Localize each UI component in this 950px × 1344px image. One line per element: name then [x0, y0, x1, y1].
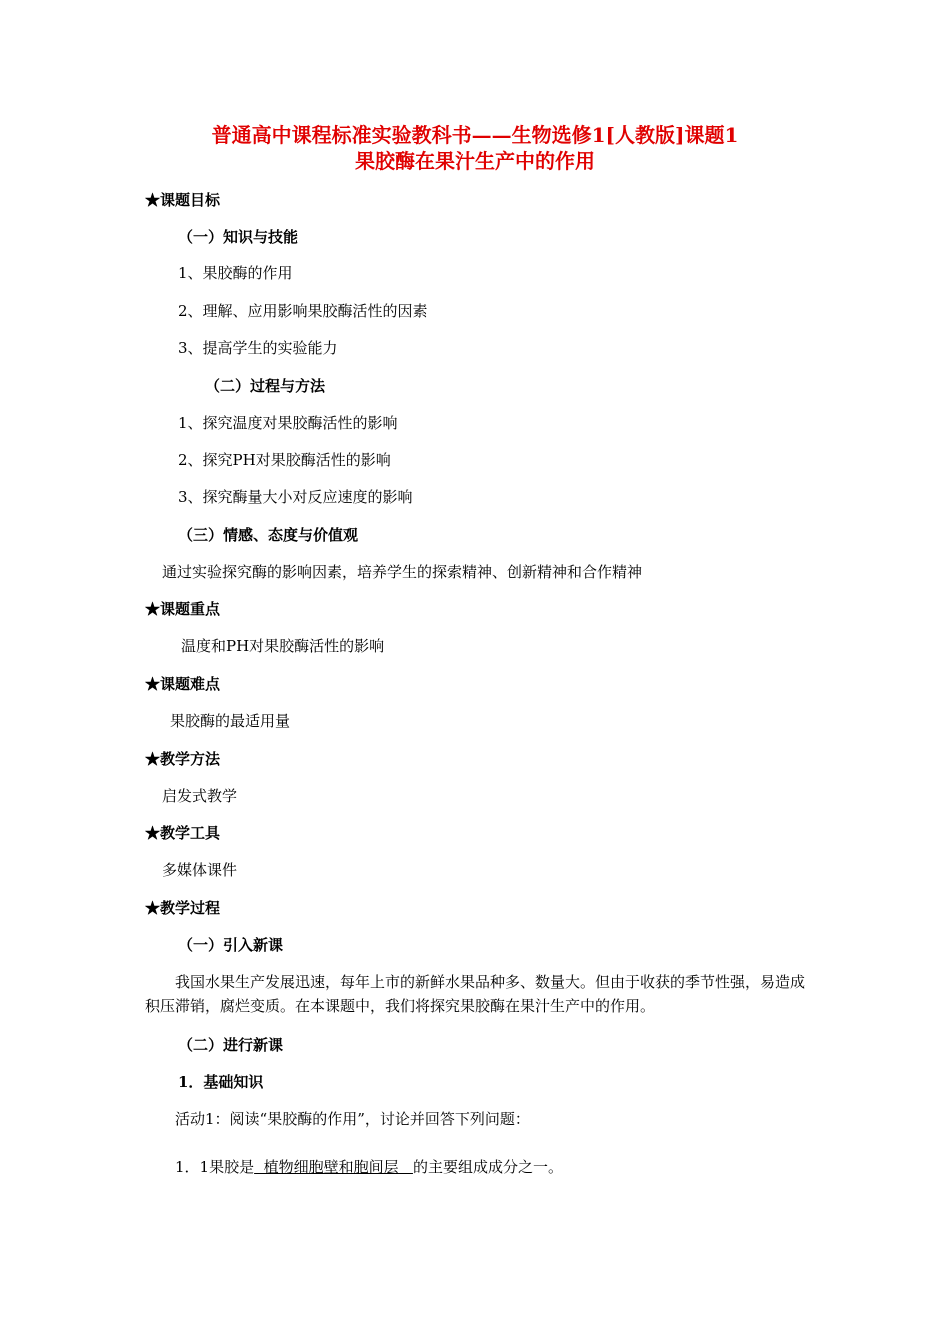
- tools-text: 多媒体课件: [162, 861, 238, 879]
- emotion-heading: （三）情感、态度与价值观: [178, 526, 359, 544]
- goals-heading: ★课题目标: [145, 191, 221, 209]
- question-1-prefix: 1．1果胶是: [175, 1158, 255, 1176]
- tools-heading: ★教学工具: [145, 824, 221, 842]
- process-item-1: 1、探究温度对果胶酶活性的影响: [178, 414, 398, 432]
- intro-heading: （一）引入新课: [178, 936, 284, 954]
- difficulty-heading: ★课题难点: [145, 675, 221, 693]
- key-heading: ★课题重点: [145, 600, 221, 618]
- knowledge-item-2: 2、理解、应用影响果胶酶活性的因素: [178, 302, 428, 320]
- process-item-2: 2、探究PH对果胶酶活性的影响: [178, 451, 391, 469]
- activity-text: 活动1：阅读“果胶酶的作用”，讨论并回答下列问题：: [175, 1110, 530, 1128]
- question-1: [175, 1157, 563, 1177]
- method-heading: ★教学方法: [145, 750, 221, 768]
- emotion-text: 通过实验探究酶的影响因素，培养学生的探索精神、创新精神和合作精神: [162, 563, 643, 581]
- basics-heading: 1．基础知识: [178, 1073, 264, 1091]
- intro-paragraph: 我国水果生产发展迅速，每年上市的新鲜水果品种多、数量大。但由于收获的季节性强，易造成积压滞销，腐烂变质。在本课题中，我们将探究果胶酶在果汁生产中的作用。: [145, 973, 806, 1015]
- new-lesson-heading: （二）进行新课: [178, 1036, 284, 1054]
- key-text: 温度和PH对果胶酶活性的影响: [181, 637, 385, 655]
- document-title: [150, 122, 800, 174]
- knowledge-item-1: 1、果胶酶的作用: [178, 264, 293, 282]
- title-line-1: 普通高中课程标准实验教科书——生物选修1[人教版]课题1: [211, 123, 739, 147]
- title-line-2: 果胶酶在果汁生产中的作用: [355, 149, 595, 173]
- process-item-3: 3、探究酶量大小对反应速度的影响: [178, 488, 413, 506]
- method-text: 启发式教学: [162, 787, 238, 805]
- process-method-heading: （二）过程与方法: [205, 377, 326, 395]
- knowledge-heading: （一）知识与技能: [178, 228, 299, 246]
- question-1-answer: 植物细胞壁和胞间层: [254, 1158, 413, 1176]
- question-1-suffix: 的主要组成成分之一。: [412, 1158, 563, 1176]
- teaching-process-heading: ★教学过程: [145, 899, 221, 917]
- difficulty-text: 果胶酶的最适用量: [170, 712, 291, 730]
- knowledge-item-3: 3、提高学生的实验能力: [178, 339, 338, 357]
